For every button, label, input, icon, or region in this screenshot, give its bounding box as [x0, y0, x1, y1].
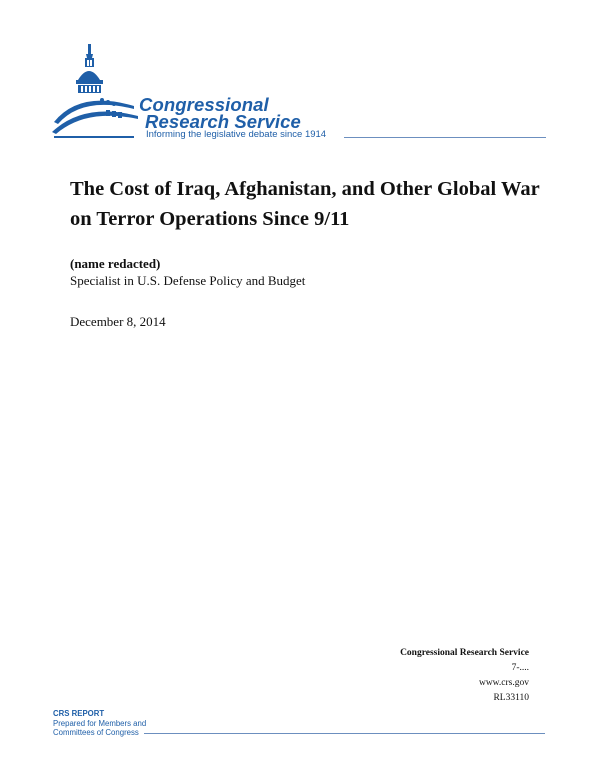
crs-report-footer: [53, 709, 545, 739]
contact-phone: 7-....: [511, 663, 529, 673]
logo-name-line2: Research Service: [145, 111, 301, 132]
report-date: December 8, 2014: [70, 314, 166, 329]
contact-org: Congressional Research Service: [400, 648, 529, 658]
footer-label: CRS REPORT: [53, 709, 105, 718]
capitol-dome-icon: [50, 42, 142, 142]
logo-name-line1: Congressional: [139, 94, 269, 115]
footer-line2: Prepared for Members and: [53, 719, 147, 728]
report-title: The Cost of Iraq, Afghanistan, and Other Global War on Terror Operations Since 9/11: [70, 178, 540, 230]
logo-tagline: Informing the legislative debate since 1914: [146, 129, 327, 140]
contact-block: [400, 646, 529, 706]
logo-divider: [344, 137, 546, 138]
report-number: RL33110: [493, 693, 529, 703]
author-name: (name redacted): [70, 256, 161, 271]
footer-line3: Committees of Congress: [53, 728, 139, 737]
contact-website[interactable]: www.crs.gov: [478, 678, 529, 688]
crs-logo: [50, 42, 550, 146]
author-role: Specialist in U.S. Defense Policy and Budget: [70, 273, 306, 288]
footer-divider: [144, 733, 545, 734]
